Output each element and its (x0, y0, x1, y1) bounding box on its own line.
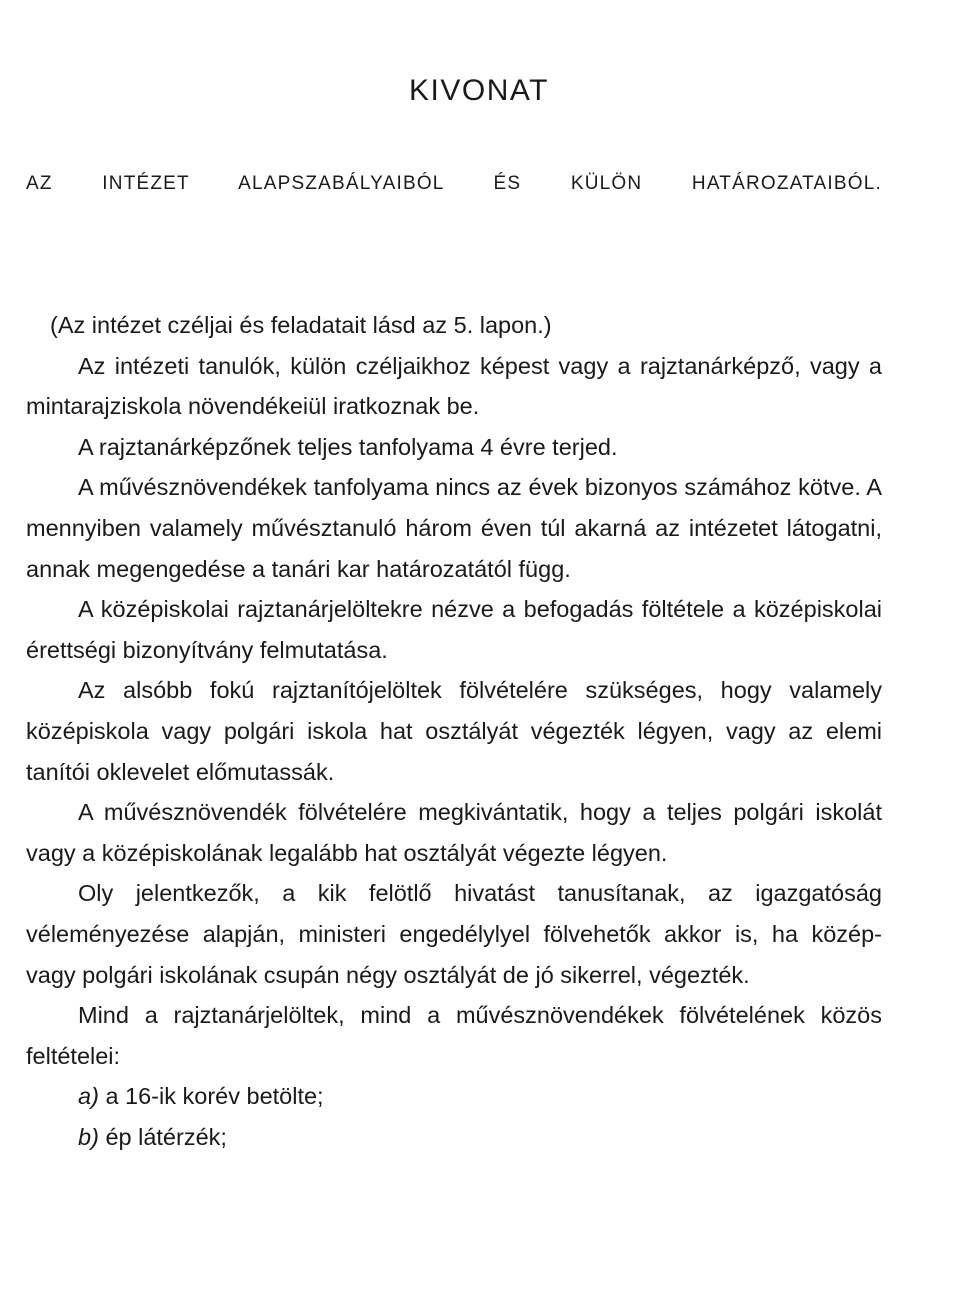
list-item-letter: b) (78, 1123, 99, 1150)
list-item (26, 1117, 882, 1158)
paragraph: A művésznövendékek tanfolyama nincs az évek bizonyos számához kötve. A mennyiben valamely művésztanuló három éven túl akarná az intézetet látogatni, annak megengedése a tanári kar határozatától függ. (26, 474, 882, 582)
paragraph: A művésznövendék fölvételére megkivántatik, hogy a teljes polgári iskolát vagy a középiskolának legalább hat osztályát végezte légyen. (26, 799, 882, 866)
page-title: KIVONAT (409, 74, 549, 107)
list-item (26, 1076, 882, 1117)
list-item-text: a 16-ik korév betölte; (105, 1083, 324, 1110)
page-subtitle: AZ INTÉZET ALAPSZABÁLYAIBÓL ÉS KÜLÖN HATÁROZATAIBÓL. (26, 173, 882, 194)
paragraph: A középiskolai rajztanárjelöltekre nézve a befogadás föltétele a középiskolai érettségi bizonyítvány felmutatása. (26, 596, 882, 663)
paragraph: (Az intézet czéljai és feladatait lásd az 5. lapon.) (50, 312, 552, 338)
paragraph: Az intézeti tanulók, külön czéljaikhoz képest vagy a rajztanárképző, vagy a mintarajziskola növendékeiül iratkoznak be. (26, 352, 882, 420)
body-text (26, 305, 882, 1157)
list-item-letter: a) (78, 1083, 99, 1110)
paragraph: Oly jelentkezők, a kik felötlő hivatást tanusítanak, az igazgatóság véleményezése alapján, ministeri engedélylyel fölvehetők akkor is, ha közép- vagy polgári iskolának csupán négy osztályát de jó sikerrel, végezték. (26, 880, 882, 988)
paragraph: A rajztanárképzőnek teljes tanfolyama 4 évre terjed. (78, 433, 618, 460)
paragraph: Mind a rajztanárjelöltek, mind a művésznövendékek fölvételének közös feltételei: (26, 1002, 882, 1069)
list-item-text: ép látérzék; (105, 1123, 227, 1150)
paragraph: Az alsóbb fokú rajztanítójelöltek fölvételére szükséges, hogy valamely középiskola vagy polgári iskola hat osztályát végezték légyen, vagy az elemi tanítói oklevelet előmutassák. (26, 677, 882, 785)
